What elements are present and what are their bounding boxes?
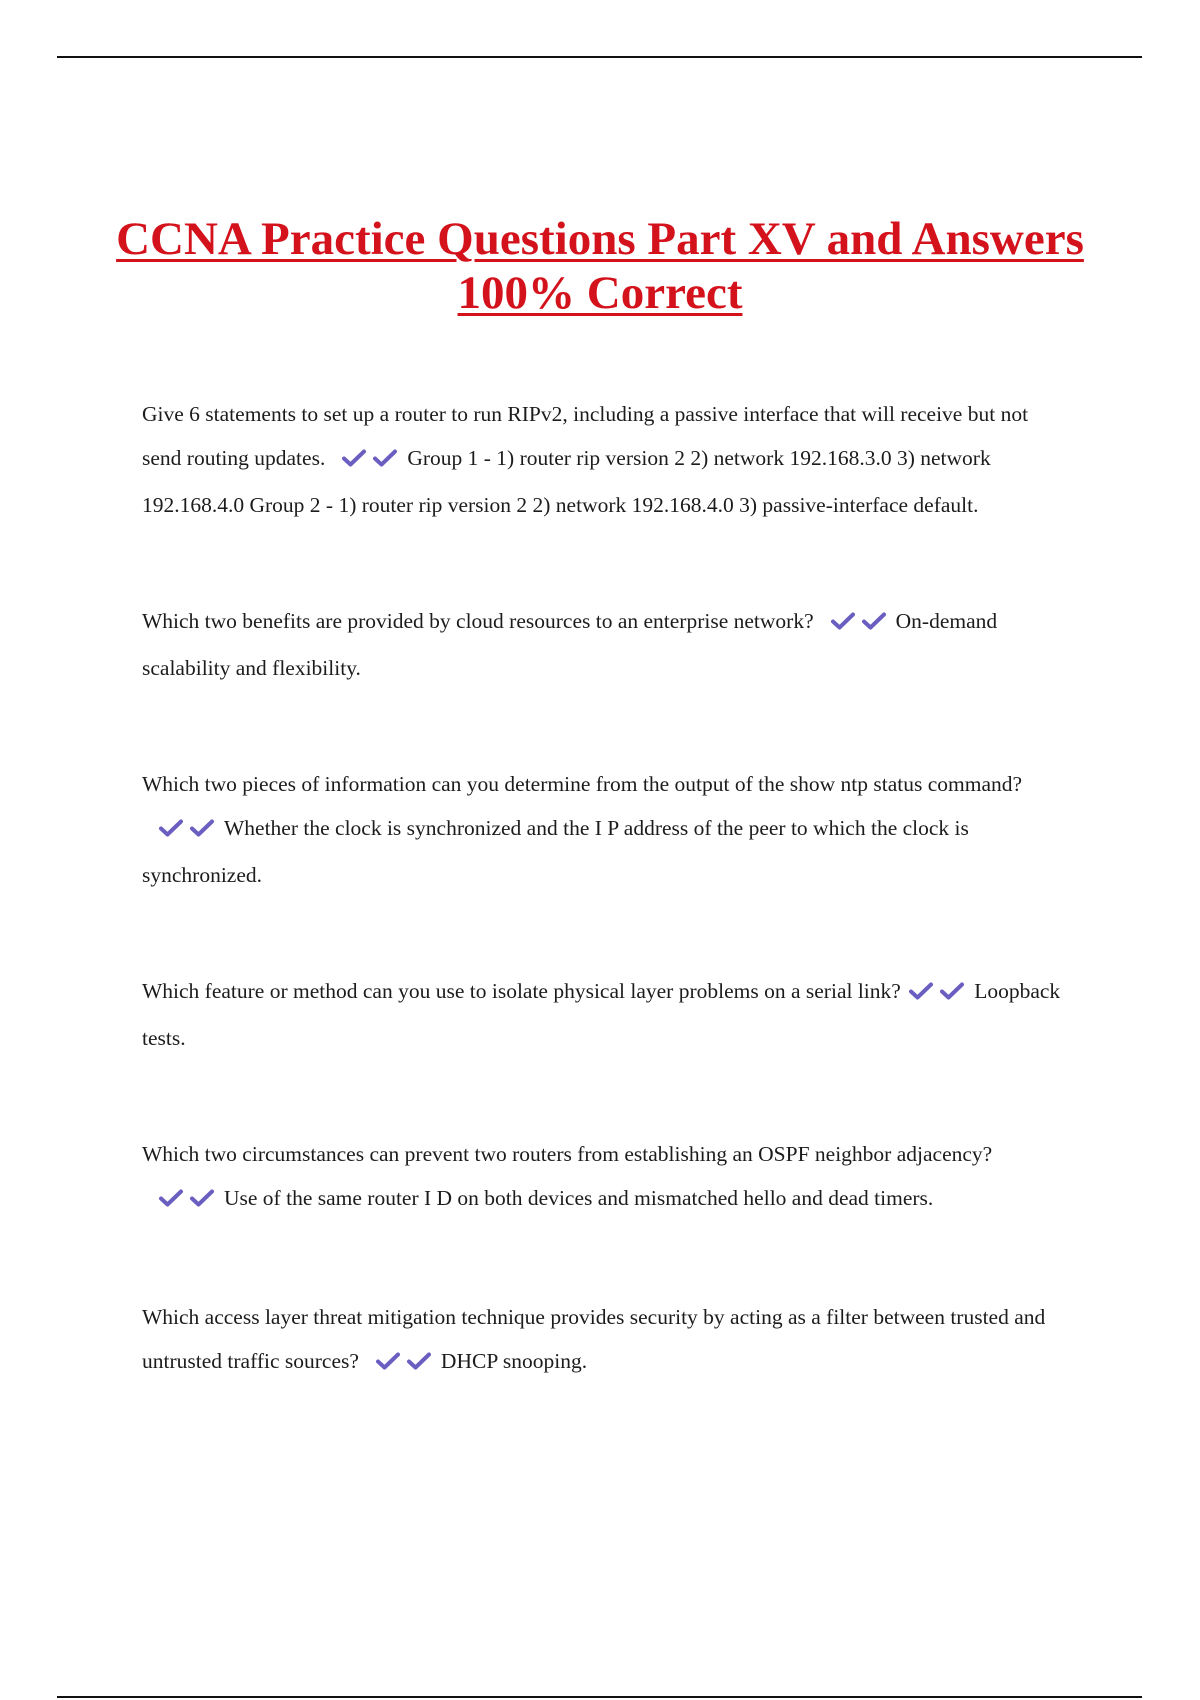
answer-text: Loopback tests. [142, 979, 1061, 1050]
answer-checkmarks [158, 809, 220, 853]
checkmark-icon [189, 1188, 215, 1208]
qa-item [142, 1132, 1072, 1223]
qa-item [142, 599, 1072, 690]
question-text: Which two circumstances can prevent two routers from establishing an OSPF neighbor adjacency? [142, 1142, 993, 1166]
answer-text: Whether the clock is synchronized and the I P address of the peer to which the clock is synchronized. [142, 816, 969, 887]
checkmark-icon [372, 448, 398, 468]
answer-checkmarks [375, 1342, 437, 1386]
question-text: Which access layer threat mitigation technique provides security by acting as a filter between trusted and untrusted traffic sources? [142, 1305, 1046, 1373]
checkmark-icon [189, 818, 215, 838]
answer-text: DHCP snooping. [440, 1349, 588, 1373]
answer-checkmarks [830, 602, 892, 646]
answer-checkmarks [341, 439, 403, 483]
answer-text: Group 1 - 1) router rip version 2 2) network 192.168.3.0 3) network 192.168.4.0 Group 2 - 1) router rip version 2 2) network 192.168.4.0 3) passive-interface default. [142, 446, 991, 517]
checkmark-icon [158, 1188, 184, 1208]
bottom-rule [57, 1696, 1142, 1698]
checkmark-icon [830, 611, 856, 631]
checkmark-icon [341, 448, 367, 468]
checkmark-icon [939, 981, 965, 1001]
answer-text: On-demand scalability and flexibility. [142, 609, 998, 680]
answer-checkmarks [158, 1179, 220, 1223]
top-rule [57, 56, 1142, 58]
checkmark-icon [861, 611, 887, 631]
qa-item [142, 969, 1072, 1060]
question-text: Give 6 statements to set up a router to run RIPv2, including a passive interface that will receive but not send routing updates. [142, 402, 1029, 470]
question-text: Which feature or method can you use to isolate physical layer problems on a serial link? [142, 979, 901, 1003]
answer-checkmarks [908, 972, 970, 1016]
question-text: Which two benefits are provided by cloud resources to an enterprise network? [142, 609, 814, 633]
qa-list [142, 392, 1072, 1386]
document-title: CCNA Practice Questions Part XV and Answers 100% Correct [116, 213, 1084, 319]
qa-item [142, 762, 1072, 897]
answer-text: Use of the same router I D on both devices and mismatched hello and dead timers. [224, 1186, 934, 1210]
checkmark-icon [375, 1351, 401, 1371]
checkmark-icon [406, 1351, 432, 1371]
checkmark-icon [158, 818, 184, 838]
qa-item [142, 392, 1072, 527]
question-text: Which two pieces of information can you determine from the output of the show ntp status command? [142, 772, 1023, 796]
checkmark-icon [908, 981, 934, 1001]
qa-item [142, 1295, 1072, 1386]
